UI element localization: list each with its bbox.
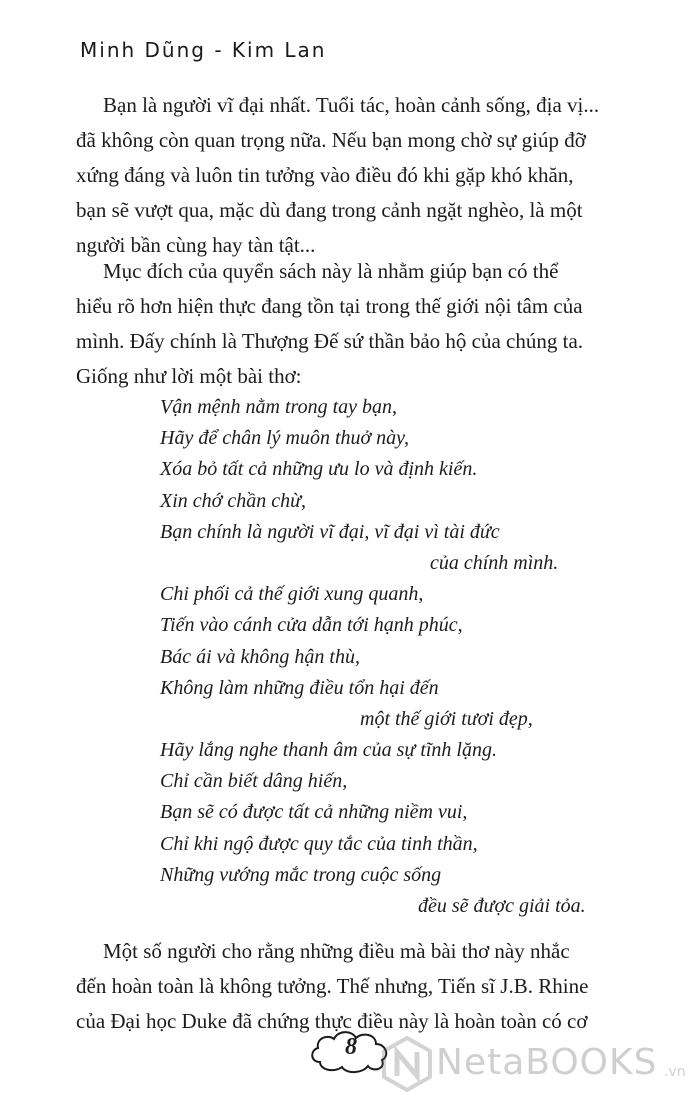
body-paragraph-1	[76, 88, 616, 263]
poem-line: Những vướng mắc trong cuộc sống	[160, 863, 442, 886]
text-line: xứng đáng và luôn tin tưởng vào điều đó khi gặp khó khăn,	[76, 163, 574, 187]
poem-line: Không làm những điều tổn hại đến	[160, 676, 439, 699]
text-line: Giống như lời một bài thơ:	[76, 364, 302, 388]
poem-line: Hãy để chân lý muôn thuở này,	[160, 427, 409, 450]
poem-line: Bạn sẽ có được tất cả những niềm vui,	[160, 801, 468, 824]
watermark-suffix: .vn	[664, 1064, 686, 1080]
text-line: Mục đích của quyển sách này là nhằm giúp bạn có thể	[103, 259, 559, 283]
text-line: Một số người cho rằng những điều mà bài thơ này nhắc	[103, 939, 570, 963]
poem-line: Xin chớ chần chừ,	[160, 489, 306, 512]
watermark-text: NetaBOOKS	[436, 1042, 658, 1083]
poem-line: Tiến vào cánh cửa dẫn tới hạnh phúc,	[160, 614, 463, 637]
page-number: 8	[345, 1034, 357, 1060]
watermark	[382, 1036, 700, 1096]
poem-line: Chi phối cả thế giới xung quanh,	[160, 583, 424, 606]
poem-line: Chỉ cần biết dâng hiến,	[160, 770, 348, 793]
poem-line: Hãy lắng nghe thanh âm của sự tĩnh lặng.	[160, 739, 497, 762]
text-line: đến hoàn toàn là không tưởng. Thế nhưng, Tiến sĩ J.B. Rhine	[76, 974, 589, 998]
text-line: đã không còn quan trọng nữa. Nếu bạn mong chờ sự giúp đỡ	[76, 128, 586, 152]
running-header-authors: Minh Dũng - Kim Lan	[80, 38, 327, 62]
text-line: Bạn là người vĩ đại nhất. Tuổi tác, hoàn cảnh sống, địa vị...	[103, 93, 600, 117]
body-paragraph-2	[76, 254, 616, 394]
poem-line-continuation: một thế giới tươi đẹp,	[360, 707, 533, 730]
netabooks-logo-icon	[382, 1036, 432, 1092]
poem-line: Chỉ khi ngộ được quy tắc của tinh thần,	[160, 832, 478, 855]
poem-line-continuation: của chính mình.	[430, 551, 559, 574]
text-line: người bần cùng hay tàn tật...	[76, 233, 316, 257]
text-line: bạn sẽ vượt qua, mặc dù đang trong cảnh ngặt nghèo, là một	[76, 198, 583, 222]
poem-line: Xóa bỏ tất cả những ưu lo và định kiến.	[160, 458, 478, 481]
poem-block	[160, 392, 620, 922]
poem-line: Vận mệnh nằm trong tay bạn,	[160, 396, 398, 418]
poem-line: Bác ái và không hận thù,	[160, 645, 360, 668]
poem-line-continuation: đều sẽ được giải tỏa.	[418, 895, 586, 917]
text-line: mình. Đấy chính là Thượng Đế sứ thần bảo hộ của chúng ta.	[76, 329, 584, 353]
poem-line: Bạn chính là người vĩ đại, vĩ đại vì tài đức	[160, 520, 500, 543]
body-paragraph-3	[76, 934, 616, 1039]
text-line: của Đại học Duke đã chứng thực điều này là hoàn toàn có cơ	[76, 1009, 588, 1033]
text-line: hiểu rõ hơn hiện thực đang tồn tại trong thế giới nội tâm của	[76, 294, 583, 318]
